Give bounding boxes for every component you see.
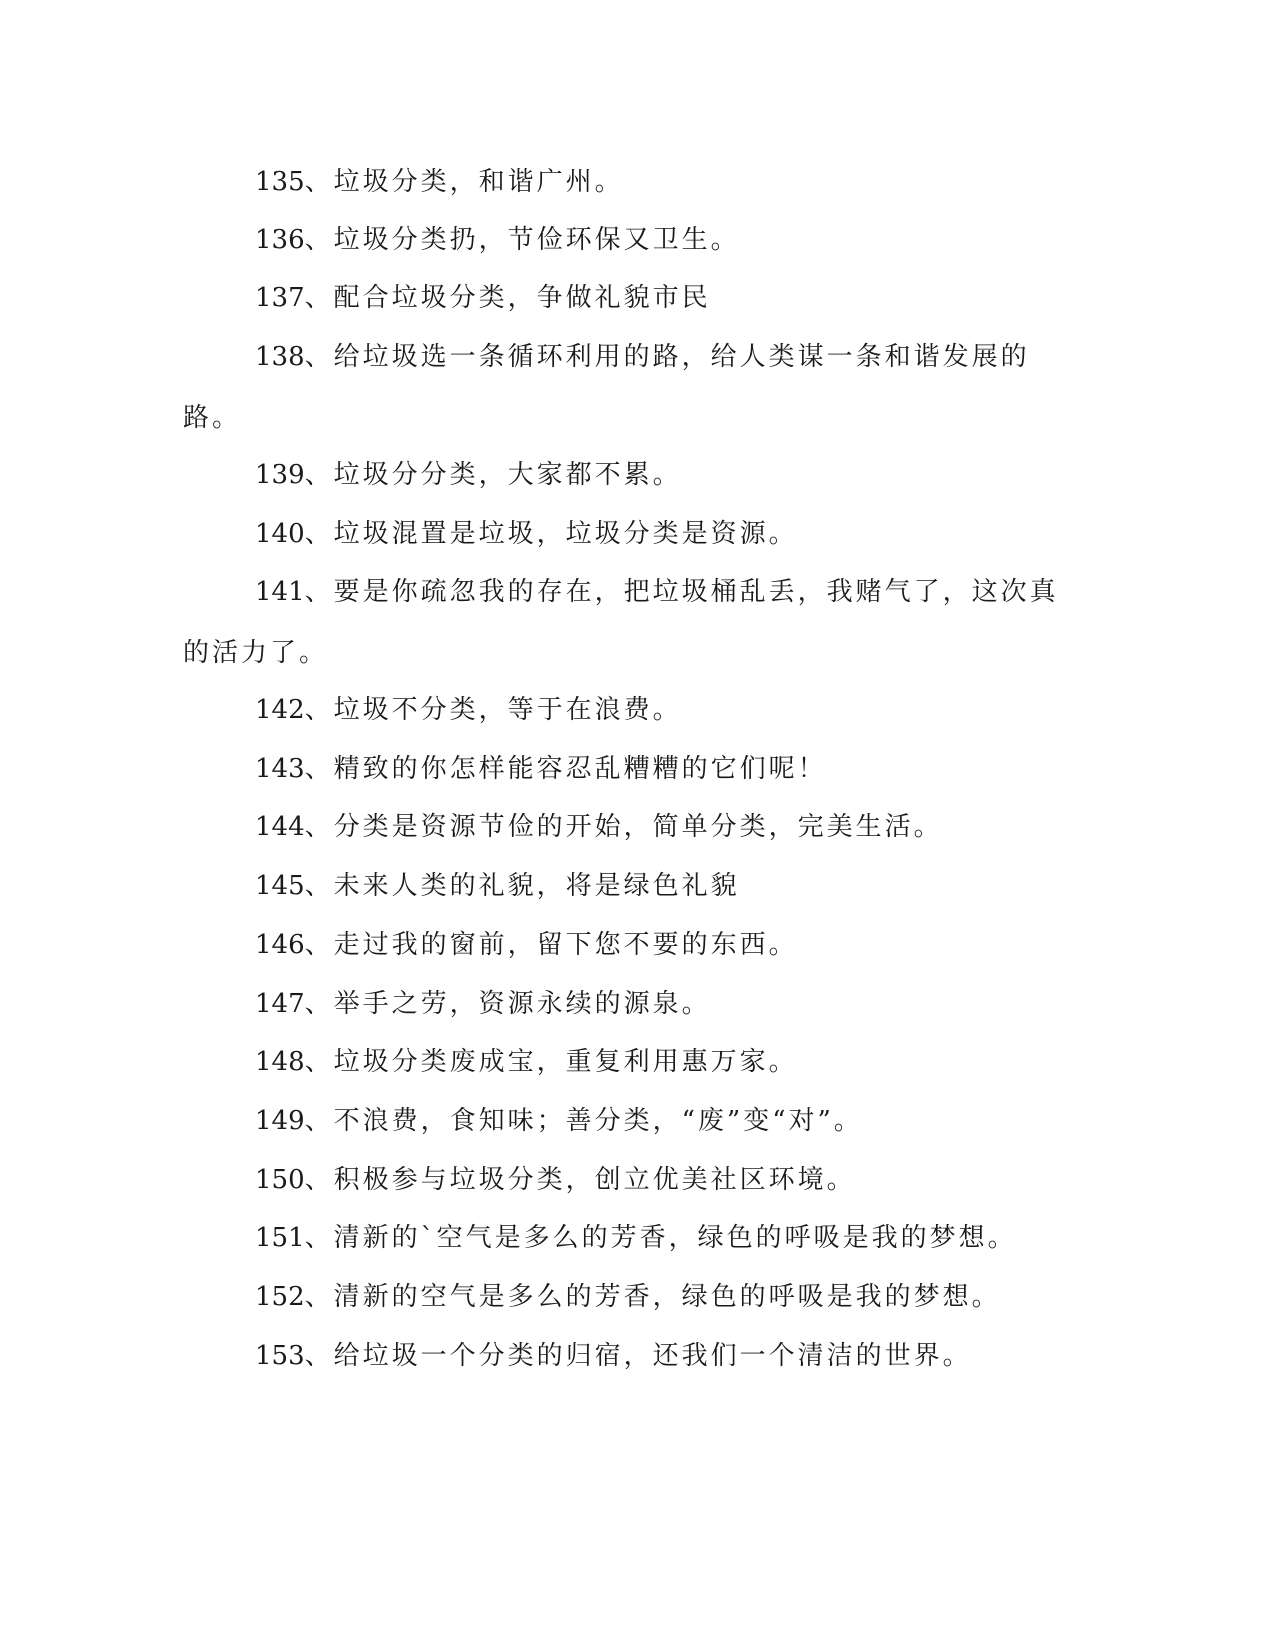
item-number: 141 <box>255 577 305 607</box>
item-number: 136 <box>255 225 305 255</box>
item-text: 、垃圾分分类，大家都不累。 <box>304 460 682 490</box>
item-number: 138 <box>255 342 305 372</box>
item-text: 、要是你疏忽我的存在，把垃圾桶乱丢，我赌气了，这次真的活力了。 <box>183 577 1059 668</box>
item-number: 147 <box>255 989 305 1019</box>
item-text: 、精致的你怎样能容忍乱糟糟的它们呢！ <box>304 754 827 784</box>
item-number: 144 <box>255 812 305 842</box>
item-number: 142 <box>255 695 305 725</box>
slogan-136 <box>183 210 1063 271</box>
slogan-147 <box>183 974 1063 1035</box>
item-text: 、给垃圾选一条循环利用的路，给人类谋一条和谐发展的路。 <box>183 342 1030 433</box>
slogan-146 <box>183 915 1063 976</box>
item-text: 、分类是资源节俭的开始，简单分类，完美生活。 <box>304 812 943 842</box>
item-text: 、举手之劳，资源永续的源泉。 <box>304 989 711 1019</box>
slogan-141 <box>183 562 1063 684</box>
item-text: 、积极参与垃圾分类，创立优美社区环境。 <box>304 1165 856 1195</box>
item-text: 、配合垃圾分类，争做礼貌市民 <box>304 283 711 313</box>
item-number: 151 <box>255 1223 305 1253</box>
slogan-143 <box>183 739 1063 800</box>
item-number: 148 <box>255 1047 305 1077</box>
item-number: 153 <box>255 1341 305 1371</box>
slogan-153 <box>183 1326 1063 1387</box>
slogan-135 <box>183 152 1063 213</box>
item-text: 、垃圾分类，和谐广州。 <box>304 167 624 197</box>
item-number: 139 <box>255 460 305 490</box>
slogan-138 <box>183 327 1063 449</box>
item-number: 137 <box>255 283 305 313</box>
item-text: 、走过我的窗前，留下您不要的东西。 <box>304 930 798 960</box>
item-text: 、未来人类的礼貌，将是绿色礼貌 <box>304 871 740 901</box>
item-number: 146 <box>255 930 305 960</box>
item-number: 143 <box>255 754 305 784</box>
item-text: 、垃圾分类废成宝，重复利用惠万家。 <box>304 1047 798 1077</box>
slogan-137 <box>183 268 1063 329</box>
item-number: 140 <box>255 519 305 549</box>
slogan-149 <box>183 1091 1063 1152</box>
item-text: 、垃圾混置是垃圾，垃圾分类是资源。 <box>304 519 798 549</box>
slogan-140 <box>183 504 1063 565</box>
item-text: 、清新的空气是多么的芳香，绿色的呼吸是我的梦想。 <box>304 1282 1001 1312</box>
slogan-142 <box>183 680 1063 741</box>
slogan-148 <box>183 1032 1063 1093</box>
slogan-150 <box>183 1150 1063 1211</box>
item-text: 、给垃圾一个分类的归宿，还我们一个清洁的世界。 <box>304 1341 972 1371</box>
item-number: 149 <box>255 1106 305 1136</box>
item-number: 152 <box>255 1282 305 1312</box>
item-text: 、垃圾不分类，等于在浪费。 <box>304 695 682 725</box>
slogan-144 <box>183 797 1063 858</box>
slogan-151 <box>183 1208 1063 1269</box>
item-number: 145 <box>255 871 305 901</box>
item-text: 、垃圾分类扔，节俭环保又卫生。 <box>304 225 740 255</box>
slogan-145 <box>183 856 1063 917</box>
item-text: 、清新的`空气是多么的芳香，绿色的呼吸是我的梦想。 <box>304 1223 1017 1253</box>
item-number: 135 <box>255 167 305 197</box>
item-text: 、不浪费，食知味；善分类，“废”变“对”。 <box>304 1106 863 1136</box>
slogan-139 <box>183 445 1063 506</box>
item-number: 150 <box>255 1165 305 1195</box>
slogan-152 <box>183 1267 1063 1328</box>
